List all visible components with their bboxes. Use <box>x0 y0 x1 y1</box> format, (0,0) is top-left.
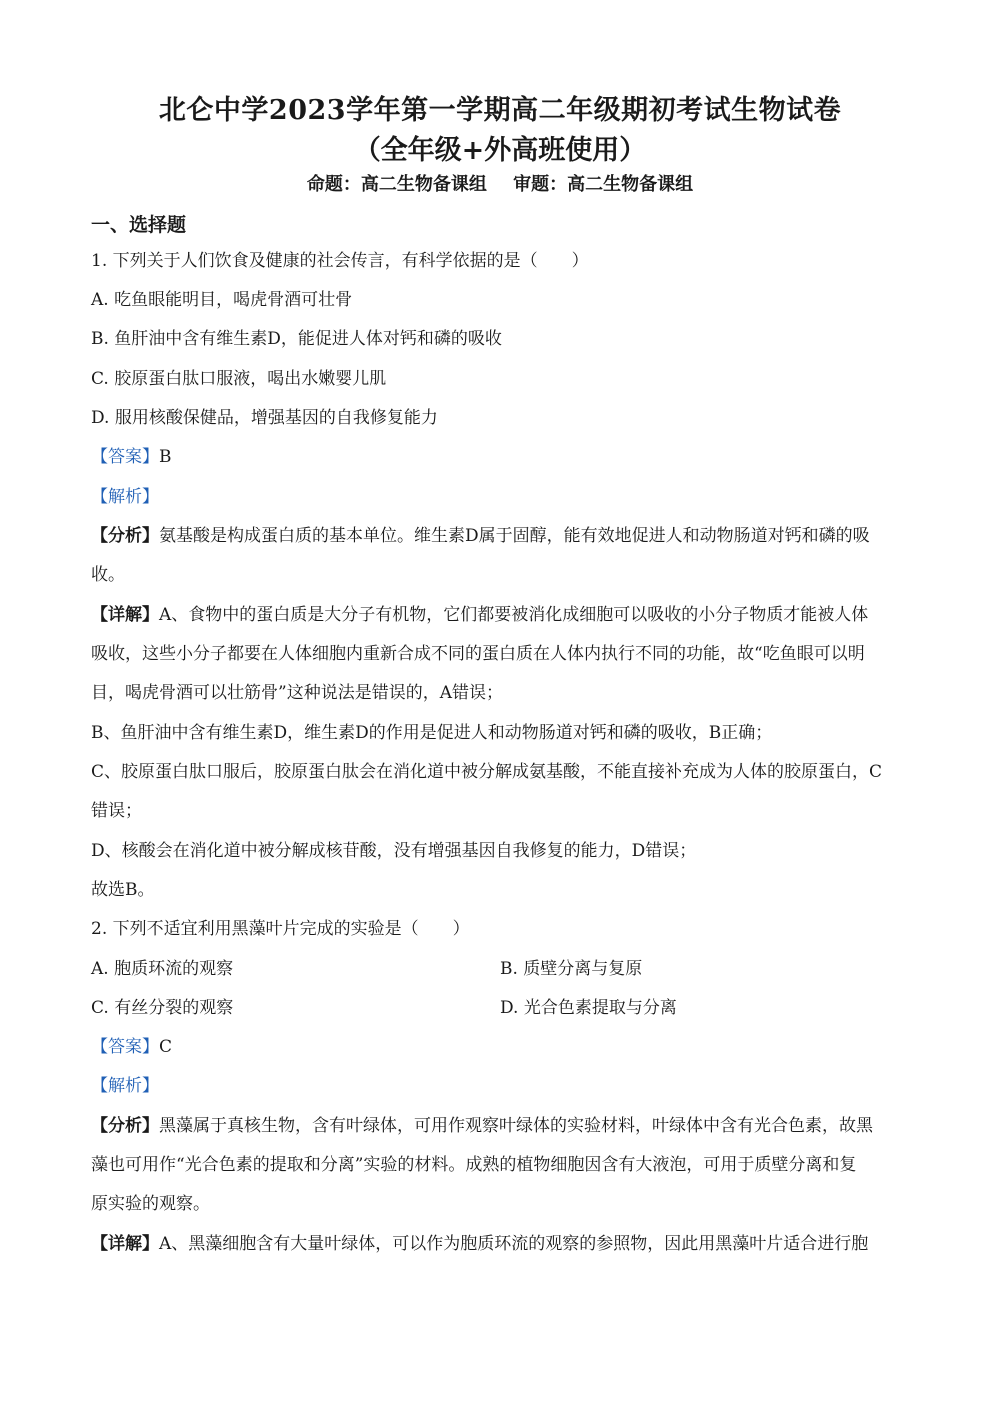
q2-option-c: C. 有丝分裂的观察 <box>91 998 234 1018</box>
q1-detail-line-3: 目，喝虎骨酒可以壮筋骨”这种说法是错误的，A错误； <box>91 683 503 703</box>
q2-stem: 2. 下列不适宜利用黑藻叶片完成的实验是（ ） <box>91 919 470 939</box>
setter-credit: 命题：高二生物备课组 <box>306 174 487 195</box>
q2-option-row-2 <box>91 996 921 1020</box>
q2-fenxi-line-1 <box>91 1114 921 1138</box>
answer-tag: 【答案】 <box>91 1037 159 1057</box>
q1-stem: 1. 下列关于人们饮食及健康的社会传言，有科学依据的是（ ） <box>91 251 589 271</box>
q2-option-d: D. 光合色素提取与分离 <box>500 998 677 1018</box>
q2-answer <box>91 1035 921 1059</box>
q1-option-d: D. 服用核酸保健品，增强基因的自我修复能力 <box>91 408 438 428</box>
q2-analysis-heading <box>91 1074 921 1098</box>
q1-detail-line-4: B、鱼肝油中含有维生素D，维生素D的作用是促进人和动物肠道对钙和磷的吸收，B正确； <box>91 723 773 743</box>
fenxi-text: 氨基酸是构成蛋白质的基本单位。维生素D属于固醇，能有效地促进人和动物肠道对钙和磷的吸 <box>159 526 870 546</box>
answer-value: C <box>159 1037 173 1057</box>
q1-detail-line-7: D、核酸会在消化道中被分解成核苷酸，没有增强基因自我修复的能力，D错误； <box>91 841 697 861</box>
q1-detail-line-2: 吸收，这些小分子都要在人体细胞内重新合成不同的蛋白质在人体内执行不同的功能，故“吃鱼眼可以明 <box>91 644 865 664</box>
q1-option-c: C. 胶原蛋白肽口服液，喝出水嫩婴儿肌 <box>91 369 387 389</box>
q1-detail-line-8: 故选B。 <box>91 880 155 900</box>
reviewer-credit: 审题：高二生物备课组 <box>513 174 694 195</box>
q2-option-a: A. 胞质环流的观察 <box>91 959 234 979</box>
q1-option-b: B. 鱼肝油中含有维生素D，能促进人体对钙和磷的吸收 <box>91 329 502 349</box>
q1-fenxi-line-2: 收。 <box>91 565 125 585</box>
fenxi-tag: 【分析】 <box>91 1116 159 1136</box>
analysis-tag: 【解析】 <box>91 1076 159 1096</box>
analysis-tag: 【解析】 <box>91 487 159 507</box>
detail-text: A、黑藻细胞含有大量叶绿体，可以作为胞质环流的观察的参照物，因此用黑藻叶片适合进行胞 <box>159 1234 869 1254</box>
exam-title: 北仑中学2023学年第一学期高二年级期初考试生物试卷 <box>158 95 842 126</box>
detail-text: A、食物中的蛋白质是大分子有机物，它们都要被消化成细胞可以吸收的小分子物质才能被人体 <box>159 605 869 625</box>
q1-analysis-heading <box>91 485 921 509</box>
q2-fenxi-line-2: 藻也可用作“光合色素的提取和分离”实验的材料。成熟的植物细胞因含有大液泡，可用于质壁分离和复 <box>91 1155 857 1175</box>
answer-value: B <box>159 447 172 467</box>
q1-option-a: A. 吃鱼眼能明目，喝虎骨酒可壮骨 <box>91 290 353 310</box>
detail-tag: 【详解】 <box>91 605 159 625</box>
q2-option-b: B. 质壁分离与复原 <box>500 959 643 979</box>
detail-tag: 【详解】 <box>91 1234 159 1254</box>
q2-option-row-1 <box>91 957 921 981</box>
q1-detail-line-5: C、胶原蛋白肽口服后，胶原蛋白肽会在消化道中被分解成氨基酸，不能直接补充成为人体的胶原蛋白，C <box>91 762 883 782</box>
q2-detail-line-1 <box>91 1232 921 1256</box>
q1-detail-line-6: 错误； <box>91 801 142 821</box>
q1-fenxi-line-1 <box>91 524 921 548</box>
byline <box>0 170 1000 196</box>
fenxi-text: 黑藻属于真核生物，含有叶绿体，可用作观察叶绿体的实验材料，叶绿体中含有光合色素，故黑 <box>159 1116 873 1136</box>
q2-fenxi-line-3: 原实验的观察。 <box>91 1194 210 1214</box>
fenxi-tag: 【分析】 <box>91 526 159 546</box>
q1-detail-line-1 <box>91 603 921 627</box>
answer-tag: 【答案】 <box>91 447 159 467</box>
q1-answer <box>91 445 921 469</box>
exam-subtitle: （全年级+外高班使用） <box>353 135 647 166</box>
section-heading: 一、选择题 <box>91 214 187 236</box>
